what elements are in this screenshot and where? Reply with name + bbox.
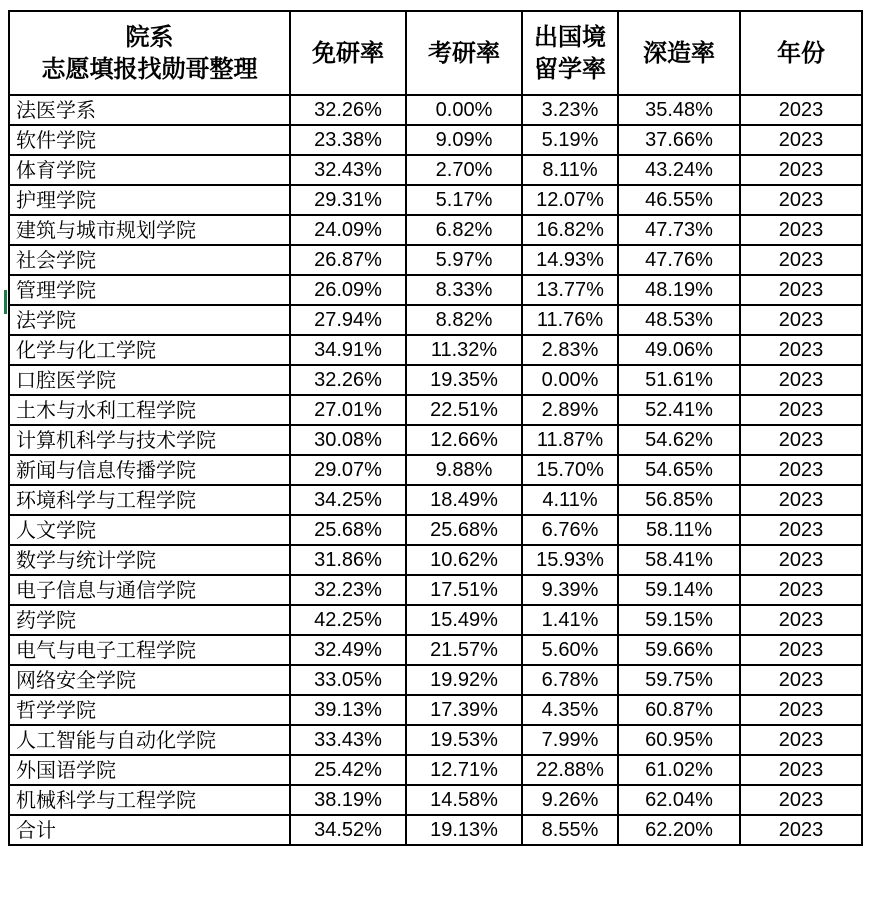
cell-kaoyan-rate[interactable]: 12.66% <box>406 425 522 455</box>
cell-baoyan-rate[interactable]: 32.26% <box>290 95 406 125</box>
cell-shenzao-rate[interactable]: 61.02% <box>618 755 740 785</box>
cell-year[interactable]: 2023 <box>740 665 862 695</box>
cell-department[interactable]: 数学与统计学院 <box>9 545 290 575</box>
cell-abroad-rate[interactable]: 5.19% <box>522 125 618 155</box>
table-row <box>9 665 862 695</box>
cell-abroad-rate[interactable]: 0.00% <box>522 365 618 395</box>
header-kaoyan-rate[interactable]: 考研率 <box>406 11 522 95</box>
header-abroad-line1: 出国境 <box>534 23 606 51</box>
table-row <box>9 725 862 755</box>
cell-department[interactable]: 药学院 <box>9 605 290 635</box>
cell-baoyan-rate[interactable]: 26.09% <box>290 275 406 305</box>
cell-baoyan-rate[interactable]: 33.05% <box>290 665 406 695</box>
table-row <box>9 305 862 335</box>
cell-department[interactable]: 软件学院 <box>9 125 290 155</box>
cell-kaoyan-rate[interactable]: 19.92% <box>406 665 522 695</box>
cell-kaoyan-rate[interactable]: 9.09% <box>406 125 522 155</box>
cell-year[interactable]: 2023 <box>740 515 862 545</box>
table-row <box>9 95 862 125</box>
cell-kaoyan-rate[interactable]: 19.53% <box>406 725 522 755</box>
cell-year[interactable]: 2023 <box>740 725 862 755</box>
cell-kaoyan-rate[interactable]: 5.17% <box>406 185 522 215</box>
cell-shenzao-rate[interactable]: 62.04% <box>618 785 740 815</box>
cell-year[interactable]: 2023 <box>740 365 862 395</box>
cell-department[interactable]: 机械科学与工程学院 <box>9 785 290 815</box>
cell-kaoyan-rate[interactable]: 17.51% <box>406 575 522 605</box>
cell-abroad-rate[interactable]: 9.26% <box>522 785 618 815</box>
table-row <box>9 395 862 425</box>
cell-baoyan-rate[interactable]: 34.91% <box>290 335 406 365</box>
header-shenzao-rate[interactable]: 深造率 <box>618 11 740 95</box>
table-row <box>9 425 862 455</box>
cell-department[interactable]: 电气与电子工程学院 <box>9 635 290 665</box>
cell-baoyan-rate[interactable]: 34.25% <box>290 485 406 515</box>
cell-kaoyan-rate[interactable]: 10.62% <box>406 545 522 575</box>
cell-year[interactable]: 2023 <box>740 125 862 155</box>
cell-year[interactable]: 2023 <box>740 815 862 845</box>
cell-baoyan-rate[interactable]: 32.43% <box>290 155 406 185</box>
cell-year[interactable]: 2023 <box>740 155 862 185</box>
cell-kaoyan-rate[interactable]: 2.70% <box>406 155 522 185</box>
cell-shenzao-rate[interactable]: 60.95% <box>618 725 740 755</box>
table-row <box>9 215 862 245</box>
cell-abroad-rate[interactable]: 2.83% <box>522 335 618 365</box>
table-row <box>9 365 862 395</box>
cell-abroad-rate[interactable]: 8.55% <box>522 815 618 845</box>
cell-year[interactable]: 2023 <box>740 215 862 245</box>
cell-kaoyan-rate[interactable]: 8.82% <box>406 305 522 335</box>
table-row <box>9 185 862 215</box>
table-row <box>9 575 862 605</box>
cell-department[interactable]: 计算机科学与技术学院 <box>9 425 290 455</box>
cell-department[interactable]: 口腔医学院 <box>9 365 290 395</box>
cell-kaoyan-rate[interactable]: 11.32% <box>406 335 522 365</box>
cell-department[interactable]: 土木与水利工程学院 <box>9 395 290 425</box>
cell-abroad-rate[interactable]: 3.23% <box>522 95 618 125</box>
cell-baoyan-rate[interactable]: 27.01% <box>290 395 406 425</box>
cell-year[interactable]: 2023 <box>740 305 862 335</box>
cell-year[interactable]: 2023 <box>740 605 862 635</box>
cell-year[interactable]: 2023 <box>740 185 862 215</box>
cell-department[interactable]: 法学院 <box>9 305 290 335</box>
cell-abroad-rate[interactable]: 11.87% <box>522 425 618 455</box>
cell-kaoyan-rate[interactable]: 14.58% <box>406 785 522 815</box>
cell-kaoyan-rate[interactable]: 21.57% <box>406 635 522 665</box>
table-row <box>9 455 862 485</box>
table-row <box>9 335 862 365</box>
cell-abroad-rate[interactable]: 4.11% <box>522 485 618 515</box>
cell-baoyan-rate[interactable]: 29.07% <box>290 455 406 485</box>
cell-baoyan-rate[interactable]: 32.49% <box>290 635 406 665</box>
cell-baoyan-rate[interactable]: 27.94% <box>290 305 406 335</box>
cell-kaoyan-rate[interactable]: 12.71% <box>406 755 522 785</box>
cell-year[interactable]: 2023 <box>740 755 862 785</box>
cell-baoyan-rate[interactable]: 38.19% <box>290 785 406 815</box>
table-row <box>9 605 862 635</box>
header-department-line2: 志愿填报找勋哥整理 <box>41 55 258 83</box>
cell-year[interactable]: 2023 <box>740 455 862 485</box>
table-row <box>9 815 862 845</box>
cell-abroad-rate[interactable]: 2.89% <box>522 395 618 425</box>
cell-abroad-rate[interactable]: 11.76% <box>522 305 618 335</box>
cell-baoyan-rate[interactable]: 24.09% <box>290 215 406 245</box>
cell-abroad-rate[interactable]: 12.07% <box>522 185 618 215</box>
cell-shenzao-rate[interactable]: 37.66% <box>618 125 740 155</box>
header-abroad-line2: 留学率 <box>534 55 606 83</box>
cell-abroad-rate[interactable]: 15.93% <box>522 545 618 575</box>
cell-abroad-rate[interactable]: 13.77% <box>522 275 618 305</box>
cell-shenzao-rate[interactable]: 52.41% <box>618 395 740 425</box>
cell-shenzao-rate[interactable]: 47.76% <box>618 245 740 275</box>
header-abroad-rate[interactable] <box>522 11 618 95</box>
table-row <box>9 785 862 815</box>
table-row <box>9 635 862 665</box>
cell-year[interactable]: 2023 <box>740 275 862 305</box>
cell-baoyan-rate[interactable]: 29.31% <box>290 185 406 215</box>
cell-year[interactable]: 2023 <box>740 335 862 365</box>
cell-abroad-rate[interactable]: 6.78% <box>522 665 618 695</box>
cell-department[interactable]: 体育学院 <box>9 155 290 185</box>
cell-baoyan-rate[interactable]: 25.42% <box>290 755 406 785</box>
cell-shenzao-rate[interactable]: 46.55% <box>618 185 740 215</box>
cell-kaoyan-rate[interactable]: 15.49% <box>406 605 522 635</box>
cell-abroad-rate[interactable]: 9.39% <box>522 575 618 605</box>
header-baoyan-rate[interactable]: 免研率 <box>290 11 406 95</box>
cell-shenzao-rate[interactable]: 48.53% <box>618 305 740 335</box>
cell-shenzao-rate[interactable]: 59.14% <box>618 575 740 605</box>
data-table <box>8 10 863 846</box>
cell-shenzao-rate[interactable]: 60.87% <box>618 695 740 725</box>
table-row <box>9 755 862 785</box>
cell-year[interactable]: 2023 <box>740 635 862 665</box>
cell-department[interactable]: 人文学院 <box>9 515 290 545</box>
active-cell-indicator <box>4 290 7 314</box>
cell-shenzao-rate[interactable]: 48.19% <box>618 275 740 305</box>
cell-baoyan-rate[interactable]: 32.26% <box>290 365 406 395</box>
cell-kaoyan-rate[interactable]: 19.13% <box>406 815 522 845</box>
cell-kaoyan-rate[interactable]: 6.82% <box>406 215 522 245</box>
cell-shenzao-rate[interactable]: 56.85% <box>618 485 740 515</box>
cell-kaoyan-rate[interactable]: 25.68% <box>406 515 522 545</box>
cell-year[interactable]: 2023 <box>740 785 862 815</box>
cell-shenzao-rate[interactable]: 51.61% <box>618 365 740 395</box>
table-row <box>9 275 862 305</box>
header-row <box>9 11 862 95</box>
cell-shenzao-rate[interactable]: 54.65% <box>618 455 740 485</box>
cell-department[interactable]: 化学与化工学院 <box>9 335 290 365</box>
cell-kaoyan-rate[interactable]: 8.33% <box>406 275 522 305</box>
cell-shenzao-rate[interactable]: 49.06% <box>618 335 740 365</box>
cell-department[interactable]: 电子信息与通信学院 <box>9 575 290 605</box>
cell-abroad-rate[interactable]: 14.93% <box>522 245 618 275</box>
table-row <box>9 155 862 185</box>
cell-department[interactable]: 护理学院 <box>9 185 290 215</box>
table-row <box>9 515 862 545</box>
cell-department[interactable]: 外国语学院 <box>9 755 290 785</box>
cell-department[interactable]: 哲学学院 <box>9 695 290 725</box>
cell-shenzao-rate[interactable]: 59.75% <box>618 665 740 695</box>
cell-shenzao-rate[interactable]: 54.62% <box>618 425 740 455</box>
cell-baoyan-rate[interactable]: 34.52% <box>290 815 406 845</box>
cell-year[interactable]: 2023 <box>740 95 862 125</box>
cell-department[interactable]: 建筑与城市规划学院 <box>9 215 290 245</box>
cell-year[interactable]: 2023 <box>740 485 862 515</box>
table-row <box>9 545 862 575</box>
cell-shenzao-rate[interactable]: 59.15% <box>618 605 740 635</box>
cell-baoyan-rate[interactable]: 26.87% <box>290 245 406 275</box>
cell-shenzao-rate[interactable]: 35.48% <box>618 95 740 125</box>
cell-kaoyan-rate[interactable]: 17.39% <box>406 695 522 725</box>
cell-baoyan-rate[interactable]: 30.08% <box>290 425 406 455</box>
header-department[interactable] <box>9 11 290 95</box>
cell-abroad-rate[interactable]: 6.76% <box>522 515 618 545</box>
cell-department[interactable]: 法医学系 <box>9 95 290 125</box>
cell-department[interactable]: 社会学院 <box>9 245 290 275</box>
cell-year[interactable]: 2023 <box>740 695 862 725</box>
cell-shenzao-rate[interactable]: 43.24% <box>618 155 740 185</box>
cell-shenzao-rate[interactable]: 58.11% <box>618 515 740 545</box>
cell-baoyan-rate[interactable]: 39.13% <box>290 695 406 725</box>
cell-kaoyan-rate[interactable]: 22.51% <box>406 395 522 425</box>
table-row <box>9 695 862 725</box>
cell-department[interactable]: 人工智能与自动化学院 <box>9 725 290 755</box>
cell-baoyan-rate[interactable]: 31.86% <box>290 545 406 575</box>
cell-kaoyan-rate[interactable]: 19.35% <box>406 365 522 395</box>
cell-kaoyan-rate[interactable]: 0.00% <box>406 95 522 125</box>
cell-department[interactable]: 新闻与信息传播学院 <box>9 455 290 485</box>
cell-abroad-rate[interactable]: 4.35% <box>522 695 618 725</box>
cell-department[interactable]: 合计 <box>9 815 290 845</box>
header-year[interactable]: 年份 <box>740 11 862 95</box>
cell-department[interactable]: 管理学院 <box>9 275 290 305</box>
table-row <box>9 245 862 275</box>
cell-abroad-rate[interactable]: 7.99% <box>522 725 618 755</box>
cell-year[interactable]: 2023 <box>740 425 862 455</box>
cell-abroad-rate[interactable]: 1.41% <box>522 605 618 635</box>
table-row <box>9 125 862 155</box>
table-row <box>9 485 862 515</box>
cell-year[interactable]: 2023 <box>740 395 862 425</box>
cell-department[interactable]: 环境科学与工程学院 <box>9 485 290 515</box>
cell-baoyan-rate[interactable]: 23.38% <box>290 125 406 155</box>
table-body <box>9 95 862 845</box>
cell-shenzao-rate[interactable]: 58.41% <box>618 545 740 575</box>
cell-baoyan-rate[interactable]: 25.68% <box>290 515 406 545</box>
cell-kaoyan-rate[interactable]: 18.49% <box>406 485 522 515</box>
cell-abroad-rate[interactable]: 15.70% <box>522 455 618 485</box>
cell-abroad-rate[interactable]: 5.60% <box>522 635 618 665</box>
cell-abroad-rate[interactable]: 8.11% <box>522 155 618 185</box>
cell-department[interactable]: 网络安全学院 <box>9 665 290 695</box>
cell-year[interactable]: 2023 <box>740 245 862 275</box>
cell-shenzao-rate[interactable]: 62.20% <box>618 815 740 845</box>
cell-shenzao-rate[interactable]: 59.66% <box>618 635 740 665</box>
cell-kaoyan-rate[interactable]: 9.88% <box>406 455 522 485</box>
cell-shenzao-rate[interactable]: 47.73% <box>618 215 740 245</box>
cell-baoyan-rate[interactable]: 42.25% <box>290 605 406 635</box>
cell-abroad-rate[interactable]: 16.82% <box>522 215 618 245</box>
cell-abroad-rate[interactable]: 22.88% <box>522 755 618 785</box>
header-department-line1: 院系 <box>125 23 174 51</box>
cell-year[interactable]: 2023 <box>740 545 862 575</box>
cell-kaoyan-rate[interactable]: 5.97% <box>406 245 522 275</box>
cell-baoyan-rate[interactable]: 32.23% <box>290 575 406 605</box>
cell-year[interactable]: 2023 <box>740 575 862 605</box>
cell-baoyan-rate[interactable]: 33.43% <box>290 725 406 755</box>
